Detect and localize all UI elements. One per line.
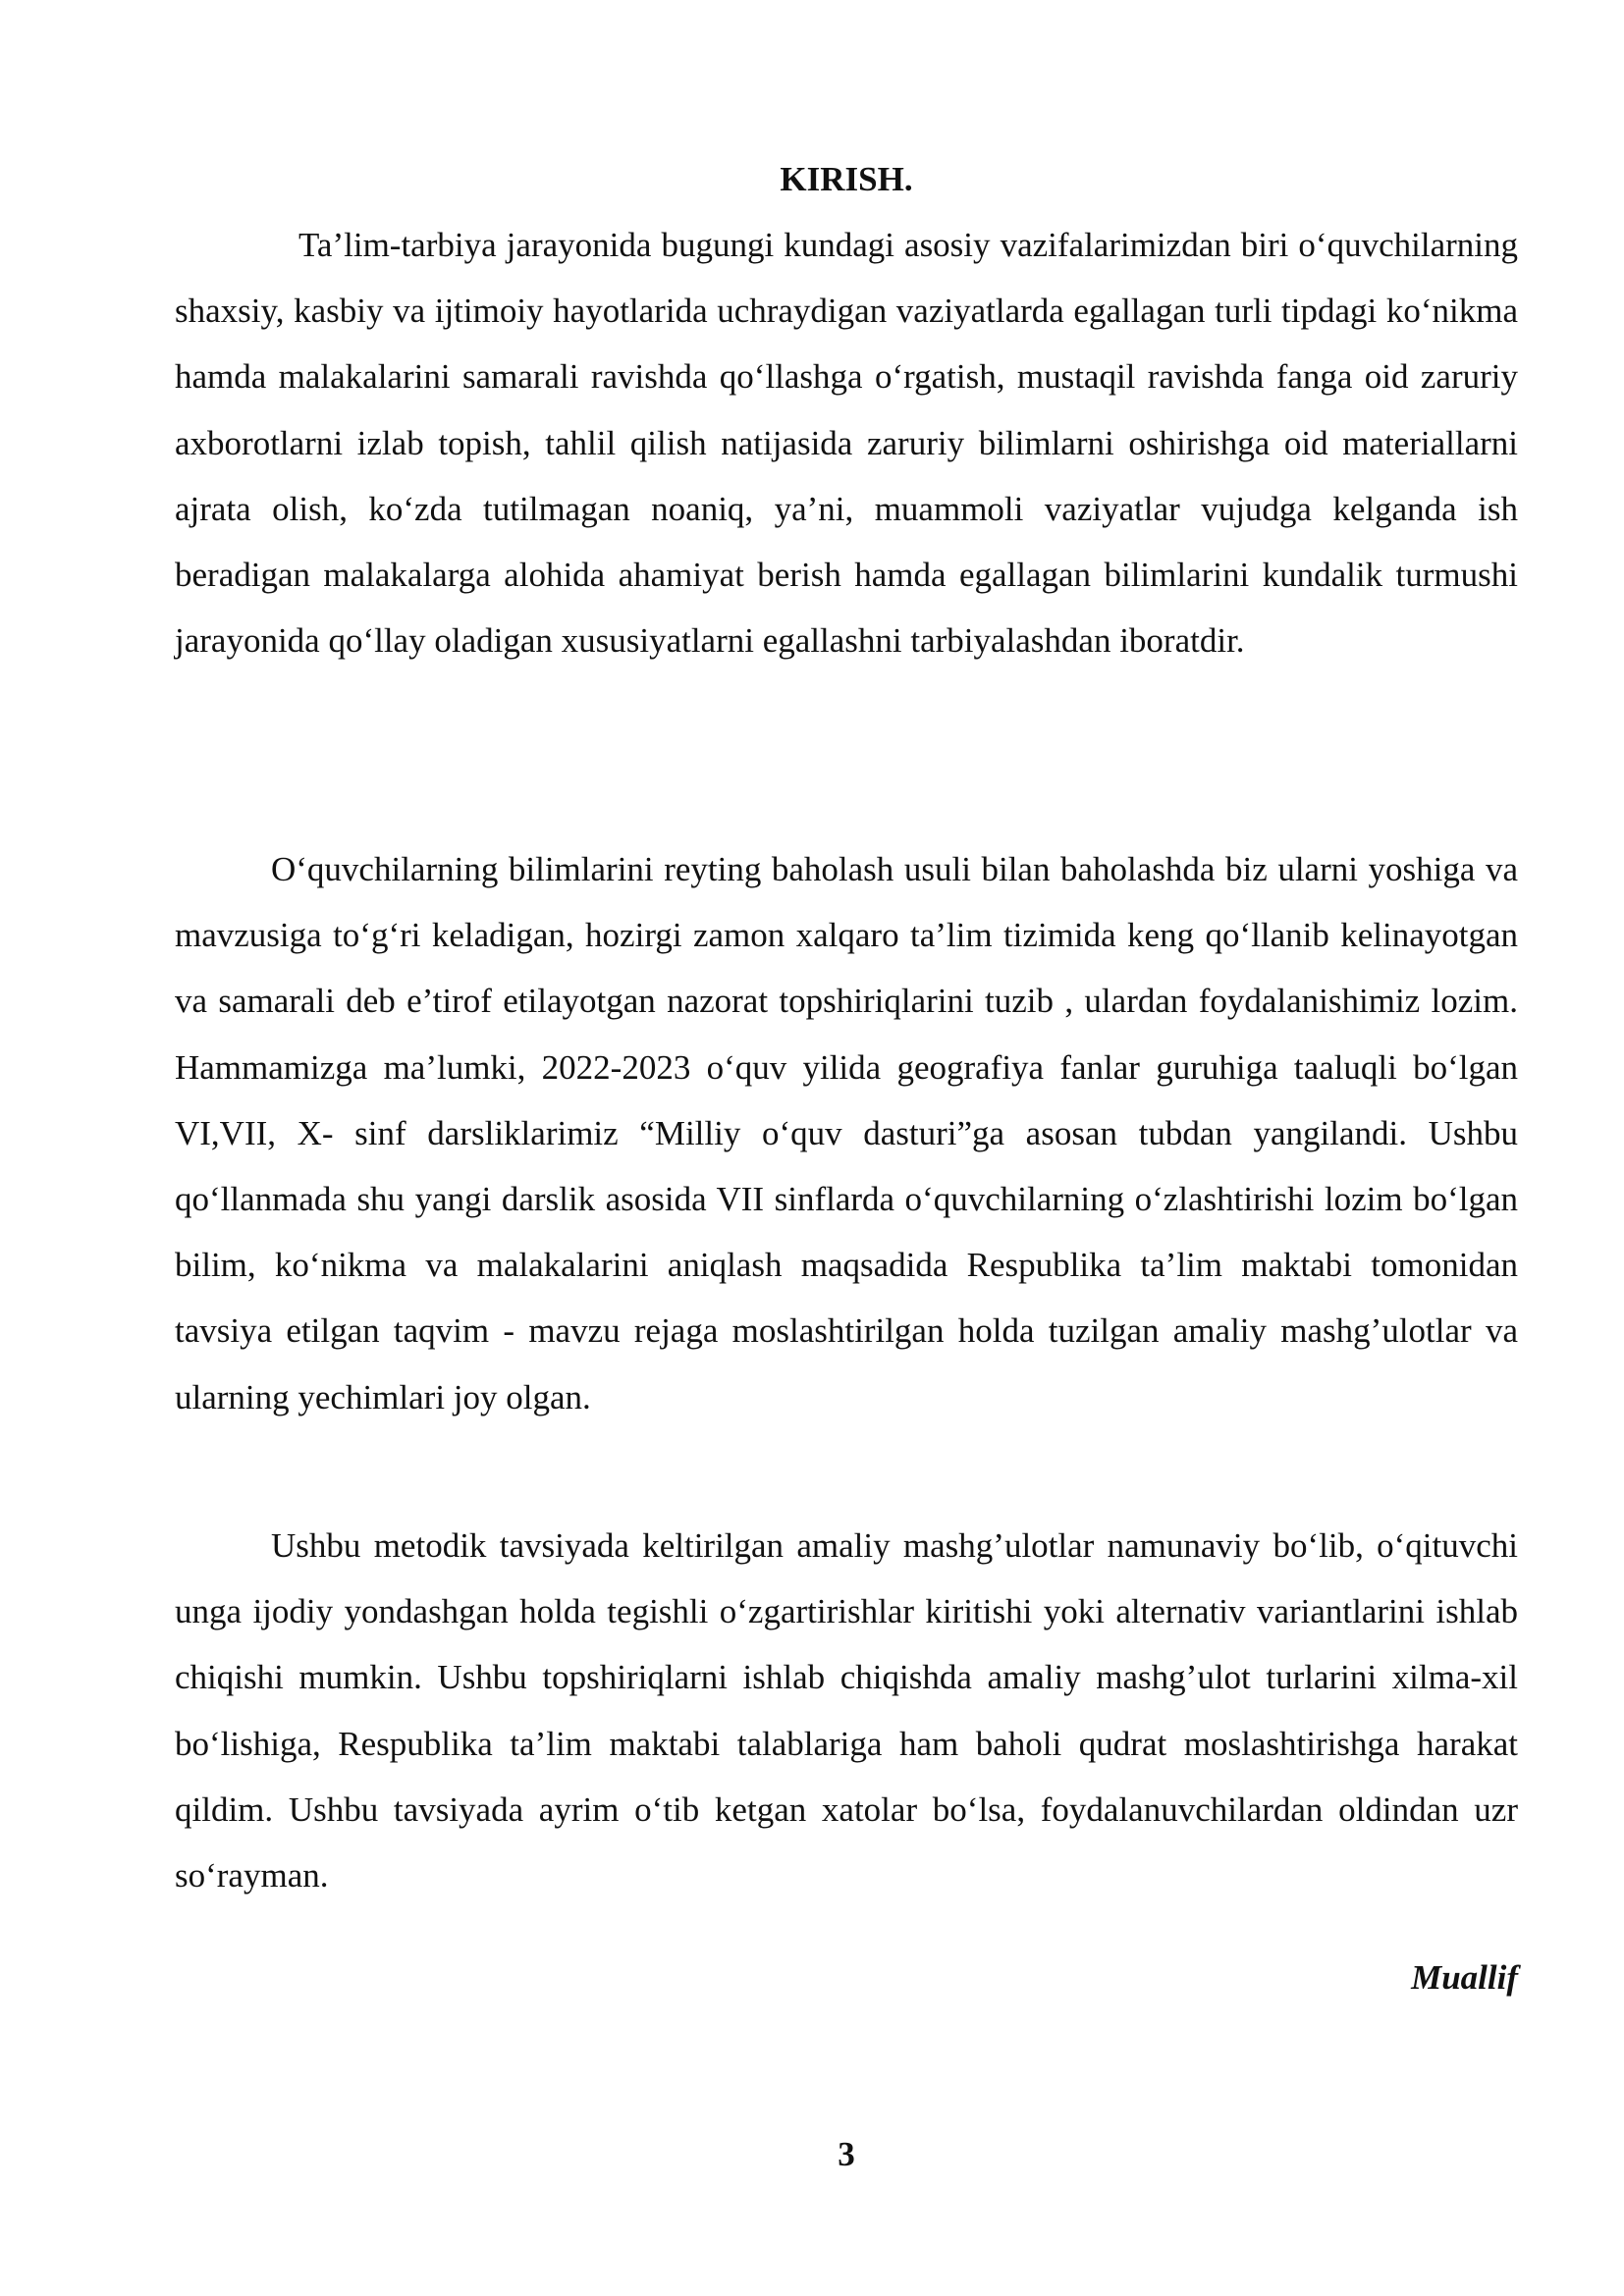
page-title: KIRISH. xyxy=(780,160,913,198)
page-number: 3 xyxy=(838,2135,855,2173)
paragraph-2: O‘quvchilarning bilimlarini reyting baholash usuli bilan baholashda biz ularni yoshiga va mavzusiga to‘g‘ri keladigan, hozirgi zamon xalqaro ta’lim tizimida keng qo‘llanib kelinayotgan va samarali deb e’tirof etilayotgan nazorat topshiriqlarini tuzib , ulardan foydalanishimiz lozim. Hammamizga ma’lumki, 2022-2023 o‘quv yilida geografiya fanlar guruhiga taaluqli bo‘lgan VI,VII, X- sinf darsliklarimiz “Milliy o‘quv dasturi”ga asosan tubdan yangilandi. Ushbu qo‘llanmada shu yangi darslik asosida VII sinflarda o‘quvchilarning o‘zlashtirishi lozim bo‘lgan bilim, ko‘nikma va malakalarini aniqlash maqsadida Respublika ta’lim maktabi tomonidan tavsiya etilgan taqvim - mavzu rejaga moslashtirilgan holda tuzilgan amaliy mashg’ulotlar va ularning yechimlari joy olgan. xyxy=(175,850,1518,1416)
paragraph-1: Ta’lim-tarbiya jarayonida bugungi kundagi asosiy vazifalarimizdan biri o‘quvchilarning shaxsiy, kasbiy va ijtimoiy hayotlarida uchraydigan vaziyatlarda egallagan turli tipdagi ko‘nikma hamda malakalarini samarali ravishda qo‘llashga o‘rgatish, mustaqil ravishda fanga oid zaruriy axborotlarni izlab topish, tahlil qilish natijasida zaruriy bilimlarni oshirishga oid materiallarni ajrata olish, ko‘zda tutilmagan noaniq, ya’ni, muammoli vaziyatlar vujudga kelganda ish beradigan malakalarga alohida ahamiyat berish hamda egallagan bilimlarini kundalik turmushi jarayonida qo‘llay oladigan xususiyatlarni egallashni tarbiyalashdan iboratdir. xyxy=(175,226,1518,661)
paragraph-3: Ushbu metodik tavsiyada keltirilgan amaliy mashg’ulotlar namunaviy bo‘lib, o‘qituvchi unga ijodiy yondashgan holda tegishli o‘zgartirishlar kiritishi yoki alternativ variantlarini ishlab chiqishi mumkin. Ushbu topshiriqlarni ishlab chiqishda amaliy mashg’ulot turlarini xilma-xil bo‘lishiga, Respublika ta’lim maktabi talablariga ham baholi qudrat moslashtirishga harakat qildim. Ushbu tavsiyada ayrim o‘tib ketgan xatolar bo‘lsa, foydalanuvchilardan oldindan uzr so‘rayman. xyxy=(175,1526,1518,1896)
author-signature: Muallif xyxy=(1411,1958,1518,1997)
document-page xyxy=(175,0,1518,2296)
